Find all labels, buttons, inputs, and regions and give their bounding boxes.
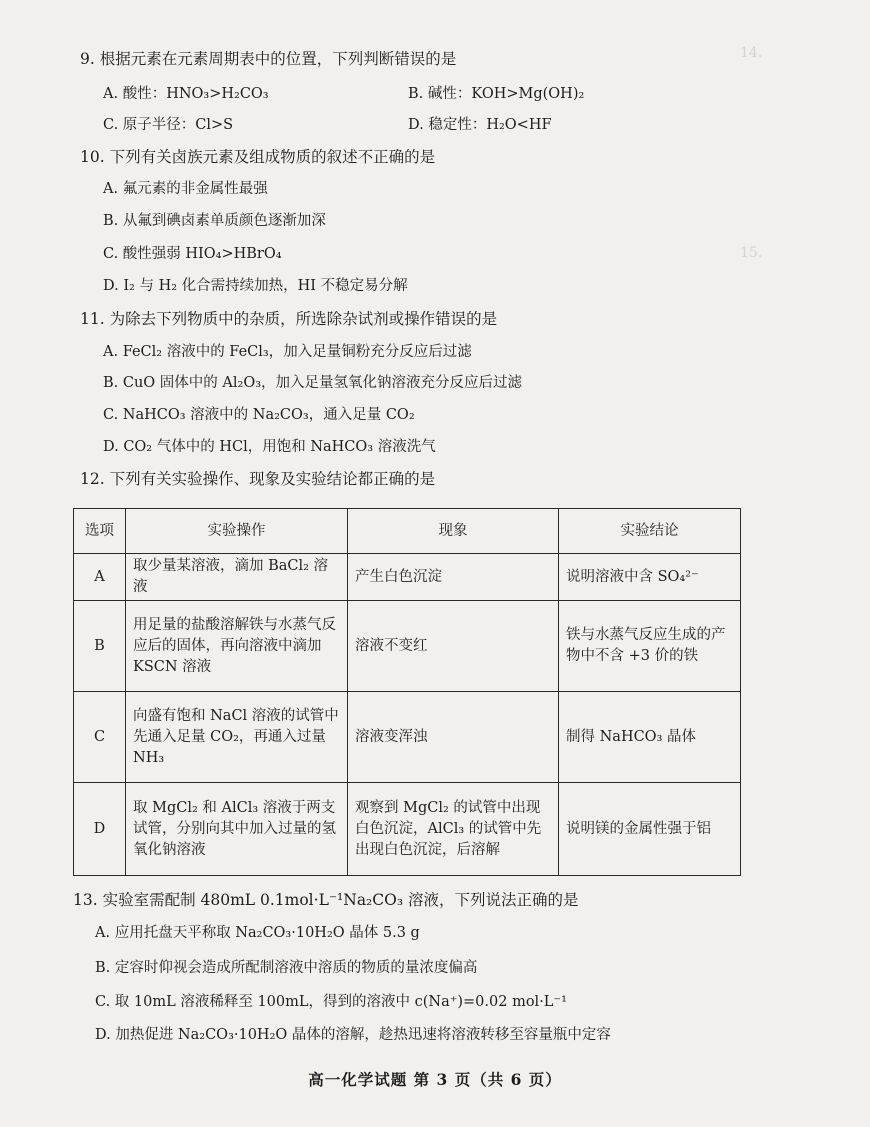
header-phenomenon: 现象	[348, 509, 559, 554]
question-13-option-d: D. 加热促进 Na₂CO₃·10H₂O 晶体的溶解，趁热迅速将溶液转移至容量瓶中定容	[95, 1027, 611, 1043]
question-10-stem: 10. 下列有关卤族元素及组成物质的叙述不正确的是	[80, 148, 436, 166]
question-10-option-d: D. I₂ 与 H₂ 化合需持续加热，HI 不稳定易分解	[103, 278, 408, 294]
row-conclusion: 铁与水蒸气反应生成的产物中不含 +3 价的铁	[559, 601, 741, 692]
bleed-through-text: 15.	[740, 245, 763, 261]
row-phenomenon: 溶液变浑浊	[348, 692, 559, 783]
question-13-option-b: B. 定容时仰视会造成所配制溶液中溶质的物质的量浓度偏高	[95, 960, 478, 976]
row-conclusion: 说明镁的金属性强于铝	[559, 783, 741, 876]
row-phenomenon: 产生白色沉淀	[348, 554, 559, 601]
question-9-option-d: D. 稳定性：H₂O<HF	[408, 117, 552, 133]
row-operation: 用足量的盐酸溶解铁与水蒸气反应后的固体，再向溶液中滴加 KSCN 溶液	[126, 601, 348, 692]
row-operation: 向盛有饱和 NaCl 溶液的试管中先通入足量 CO₂，再通入过量 NH₃	[126, 692, 348, 783]
table-row	[74, 554, 741, 601]
question-11-stem: 11. 为除去下列物质中的杂质，所选除杂试剂或操作错误的是	[80, 310, 498, 328]
question-11-option-a: A. FeCl₂ 溶液中的 FeCl₃，加入足量铜粉充分反应后过滤	[103, 344, 472, 360]
row-option: A	[74, 554, 126, 601]
row-phenomenon: 观察到 MgCl₂ 的试管中出现白色沉淀，AlCl₃ 的试管中先出现白色沉淀，后溶解	[348, 783, 559, 876]
table-row	[74, 601, 741, 692]
question-10-option-c: C. 酸性强弱 HIO₄>HBrO₄	[103, 246, 282, 262]
row-option: D	[74, 783, 126, 876]
table-row	[74, 692, 741, 783]
question-13-option-a: A. 应用托盘天平称取 Na₂CO₃·10H₂O 晶体 5.3 g	[95, 925, 420, 941]
row-operation: 取 MgCl₂ 和 AlCl₃ 溶液于两支试管，分别向其中加入过量的氢氧化钠溶液	[126, 783, 348, 876]
question-10-option-a: A. 氟元素的非金属性最强	[103, 181, 268, 197]
question-9-stem: 9. 根据元素在元素周期表中的位置，下列判断错误的是	[80, 50, 457, 68]
row-option: C	[74, 692, 126, 783]
row-option: B	[74, 601, 126, 692]
question-13-option-c: C. 取 10mL 溶液稀释至 100mL，得到的溶液中 c(Na⁺)=0.02 mol·L⁻¹	[95, 994, 567, 1010]
question-11-option-b: B. CuO 固体中的 Al₂O₃，加入足量氢氧化钠溶液充分反应后过滤	[103, 375, 523, 391]
row-operation: 取少量某溶液，滴加 BaCl₂ 溶液	[126, 554, 348, 601]
question-12-stem: 12. 下列有关实验操作、现象及实验结论都正确的是	[80, 470, 436, 488]
table-header-row	[74, 509, 741, 554]
header-operation: 实验操作	[126, 509, 348, 554]
question-11-option-d: D. CO₂ 气体中的 HCl，用饱和 NaHCO₃ 溶液洗气	[103, 439, 436, 455]
bleed-through-text: 14.	[740, 45, 763, 61]
question-9-option-c: C. 原子半径：Cl>S	[103, 117, 234, 133]
header-conclusion: 实验结论	[559, 509, 741, 554]
question-9-option-a: A. 酸性：HNO₃>H₂CO₃	[103, 86, 269, 102]
row-conclusion: 说明溶液中含 SO₄²⁻	[559, 554, 741, 601]
row-phenomenon: 溶液不变红	[348, 601, 559, 692]
page-footer: 高一化学试题 第 3 页（共 6 页）	[308, 1070, 562, 1089]
experiment-table	[73, 508, 741, 876]
question-10-option-b: B. 从氟到碘卤素单质颜色逐渐加深	[103, 213, 326, 229]
row-conclusion: 制得 NaHCO₃ 晶体	[559, 692, 741, 783]
header-option: 选项	[74, 509, 126, 554]
question-13-stem: 13. 实验室需配制 480mL 0.1mol·L⁻¹Na₂CO₃ 溶液，下列说法正确的是	[73, 891, 579, 909]
question-9-option-b: B. 碱性：KOH>Mg(OH)₂	[408, 86, 585, 102]
table-row	[74, 783, 741, 876]
question-11-option-c: C. NaHCO₃ 溶液中的 Na₂CO₃，通入足量 CO₂	[103, 407, 415, 423]
